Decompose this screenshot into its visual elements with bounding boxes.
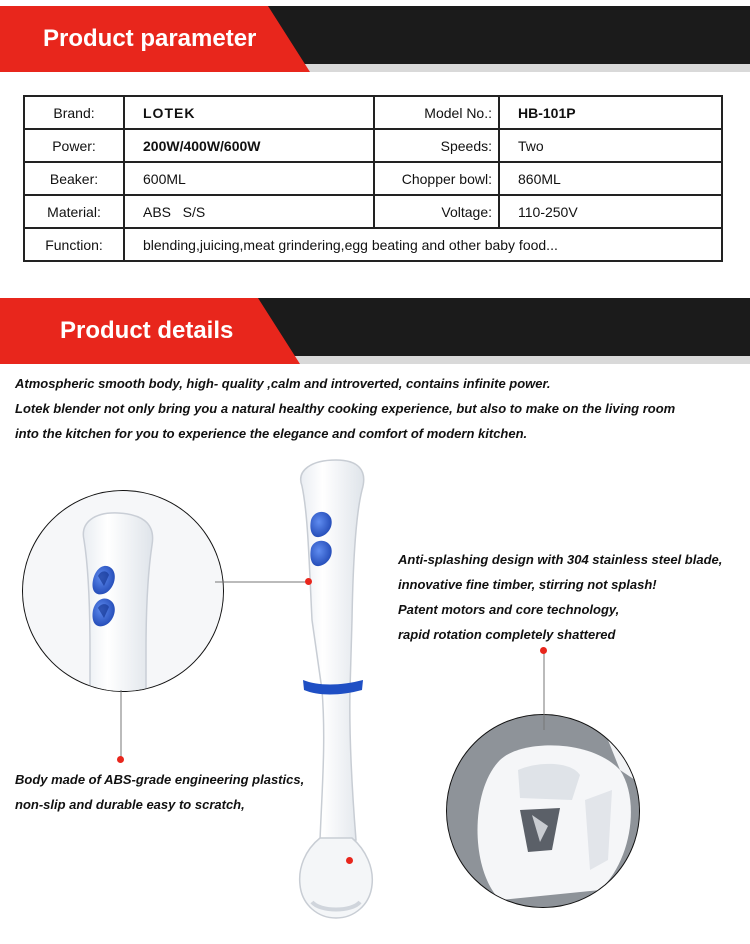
callout-line: rapid rotation completely shattered [398,627,616,642]
voltage-value: 110-250V [499,195,722,228]
power-label: Power: [24,129,124,162]
function-label: Function: [24,228,124,261]
model-label: Model No.: [374,96,499,129]
callout-line: innovative fine timber, stirring not splash! [398,577,657,592]
material-label: Material: [24,195,124,228]
callout-line: Body made of ABS-grade engineering plastics, [15,772,305,787]
speeds-value: Two [499,129,722,162]
model-value: HB-101P [499,96,722,129]
speeds-label: Speeds: [374,129,499,162]
callout-dot [117,756,124,763]
section-title-details: Product details [60,317,234,344]
section-title-parameter: Product parameter [43,25,257,52]
brand-label: Brand: [24,96,124,129]
beaker-value: 600ML [124,162,374,195]
brand-value: LOTEK [124,96,374,129]
callout-line: Patent motors and core technology, [398,602,620,617]
body-callout [15,767,304,817]
beaker-label: Beaker: [24,162,124,195]
power-value: 200W/400W/600W [124,129,374,162]
chopper-label: Chopper bowl: [374,162,499,195]
callout-line: non-slip and durable easy to scratch, [15,797,245,812]
chopper-value: 860ML [499,162,722,195]
description-line: into the kitchen for you to experience the elegance and comfort of modern kitchen. [15,426,528,441]
callout-dot [305,578,312,585]
description-line: Lotek blender not only bring you a natural healthy cooking experience, but also to make on the living room [15,401,676,416]
material-value: ABS S/S [124,195,374,228]
voltage-label: Voltage: [374,195,499,228]
description-line: Atmospheric smooth body, high- quality ,calm and introverted, contains infinite power. [15,376,551,391]
function-value: blending,juicing,meat grindering,egg beating and other baby food... [124,228,722,261]
callout-line: Anti-splashing design with 304 stainless steel blade, [398,552,723,567]
callout-dot [540,647,547,654]
callout-dot [346,857,353,864]
blade-callout [398,547,722,647]
